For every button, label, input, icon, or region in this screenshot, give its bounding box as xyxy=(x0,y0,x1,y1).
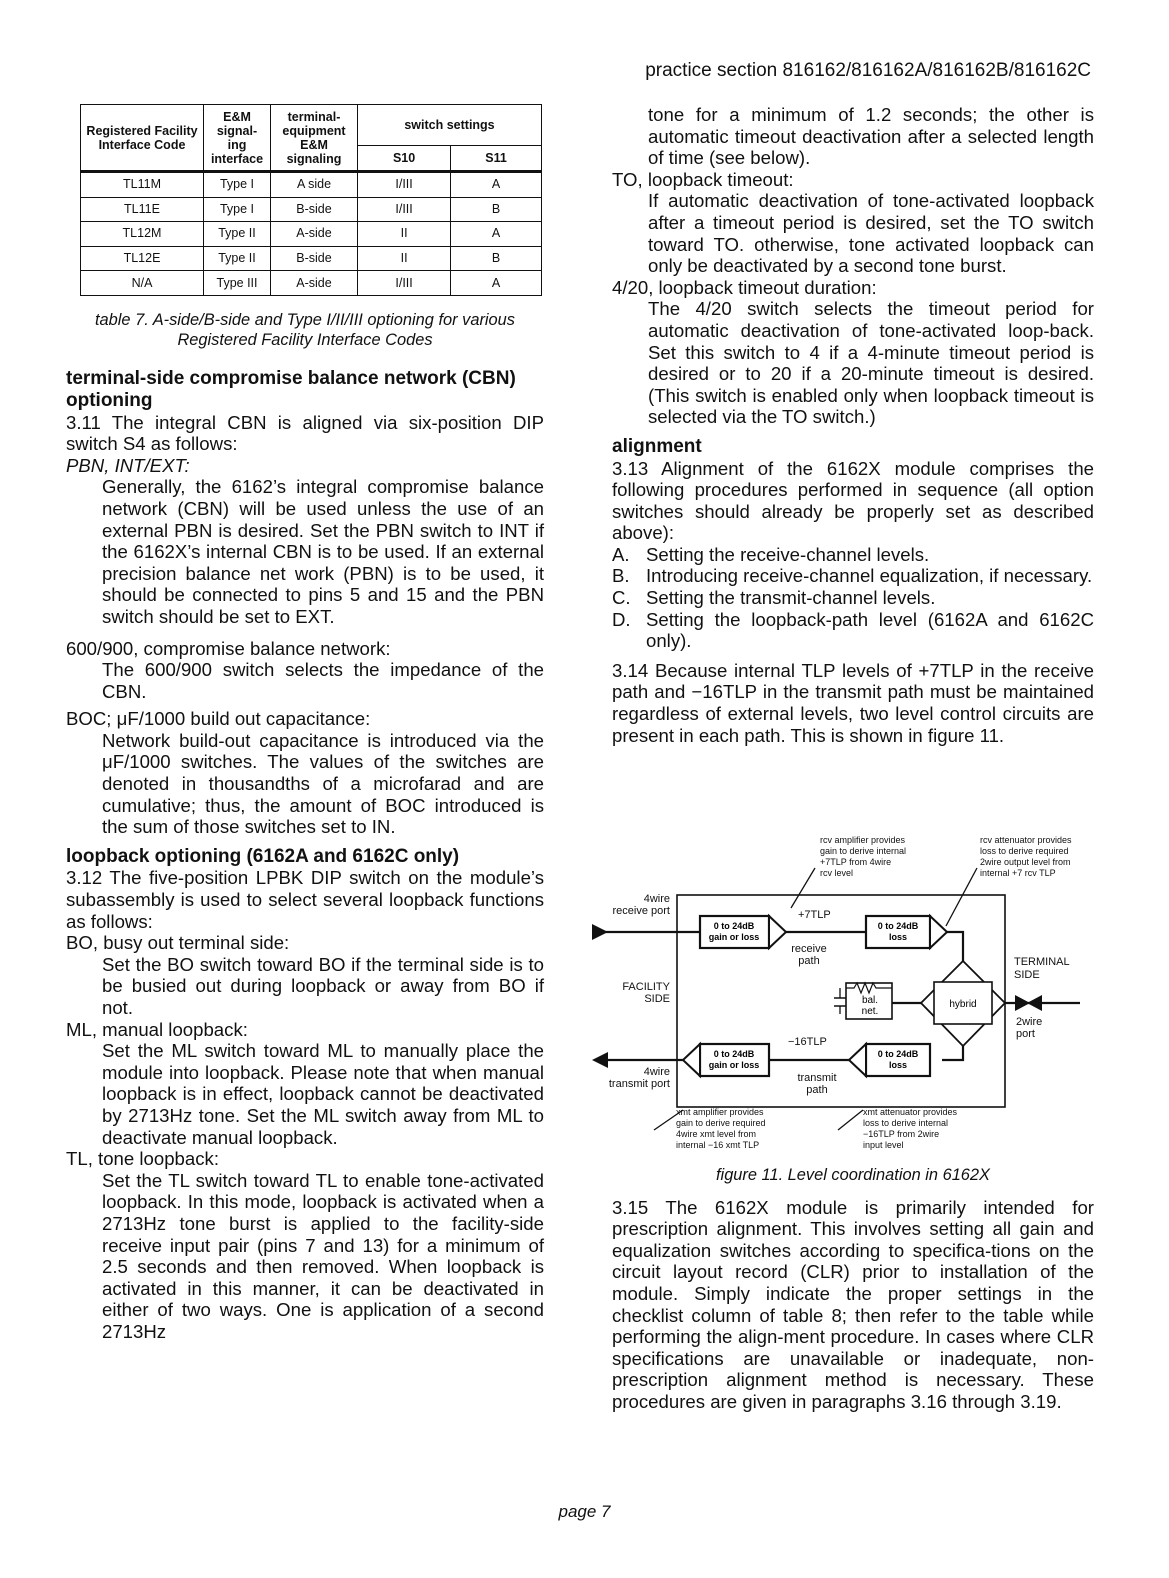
boc-term: BOC; μF/1000 build out capacitance: xyxy=(66,708,371,730)
rx-port-line1: 4wire xyxy=(643,893,670,905)
note-xmt-att-1: xmt attenuator provides xyxy=(863,1107,958,1117)
table-cell: TL11M xyxy=(81,172,204,198)
box-loss1-line2: loss xyxy=(888,932,908,942)
box-gain2-line1: 0 to 24dB xyxy=(713,1049,755,1059)
bo-term: BO, busy out terminal side: xyxy=(66,932,290,954)
t420-body: The 4/20 switch selects the timeout period for automatic deactivation of tone-activated loop-back. Set this switch to 4 if a 4-minute timeout period is desired or to 20 if a 20-minute timeout is desired. (This switch is enabled only when loopback timeout is selected via the TO switch.) xyxy=(648,298,1094,428)
th-em-interface: E&M signal- ing interface xyxy=(204,105,271,172)
bo-body: Set the BO switch toward BO if the terminal side is to be busied out during loopback or away from BO if not. xyxy=(102,953,544,1018)
list-item xyxy=(612,544,1094,566)
table-cell: Type I xyxy=(204,172,271,198)
table-row xyxy=(81,246,542,271)
list-letter: B. xyxy=(612,565,630,587)
note-rcv-amp-2: gain to derive internal xyxy=(820,846,907,856)
table-cell: A side xyxy=(271,172,358,198)
tl-term: TL, tone loopback: xyxy=(66,1148,219,1170)
table-cell: I/III xyxy=(358,197,451,222)
loopback-heading: loopback optioning (6162A and 6162C only) xyxy=(66,845,460,867)
bal-net-line1: bal. xyxy=(861,995,879,1006)
table-7 xyxy=(80,104,542,296)
table-7-caption: table 7. A-side/B-side and Type I/II/III optioning for various Registered Facility Interface Codes xyxy=(94,311,515,350)
practice-section-header: practice section 816162/816162A/816162B/816162C xyxy=(645,60,1091,81)
hybrid-label: hybrid xyxy=(949,999,977,1010)
table-cell: B-side xyxy=(271,197,358,222)
left-column xyxy=(66,104,544,1343)
alignment-heading: alignment xyxy=(612,435,702,457)
cbn-heading: terminal-side compromise balance network (CBN) optioning xyxy=(66,368,516,411)
boc-body: Network build-out capacitance is introduced via the μF/1000 switches. The values of the switches are denoted in thousandths of a microfarad and are cumulative; thus, the amount of BOC introduced is the sum of those switches set to IN. xyxy=(102,729,544,838)
table-cell: I/III xyxy=(358,172,451,198)
box-loss2-line2: loss xyxy=(888,1060,908,1070)
table-cell: TL12M xyxy=(81,222,204,247)
list-item xyxy=(612,609,1094,652)
box-loss1-line1: 0 to 24dB xyxy=(877,921,919,931)
list-item xyxy=(612,565,1094,587)
list-item xyxy=(612,587,1094,609)
table-cell: A xyxy=(451,172,542,198)
rx-port-line2: receive port xyxy=(612,905,670,917)
th-s10: S10 xyxy=(358,146,451,172)
table-cell: B xyxy=(451,197,542,222)
note-rcv-att-1: rcv attenuator provides xyxy=(980,835,1072,845)
note-xmt-amp-1: xmt amplifier provides xyxy=(676,1107,764,1117)
table-cell: B xyxy=(451,246,542,271)
pbn-term: PBN, INT/EXT: xyxy=(66,454,190,476)
receive-path-line2: path xyxy=(798,955,820,967)
right-column xyxy=(612,104,1094,746)
table-cell: Type II xyxy=(204,222,271,247)
tlp-rx: +7TLP xyxy=(798,909,831,921)
table-row xyxy=(81,172,542,198)
t420-term: 4/20, loopback timeout duration: xyxy=(612,276,877,298)
note-rcv-amp-3: +7TLP from 4wire xyxy=(820,857,892,867)
table-cell: N/A xyxy=(81,271,204,296)
transmit-path-line1: transmit xyxy=(797,1072,837,1084)
figure-11-block xyxy=(612,1165,1094,1413)
table-cell: II xyxy=(358,246,451,271)
to-body: If automatic deactivation of tone-activated loopback after a timeout period is desired, set the TO switch toward TO. otherwise, tone activated loopback can only be deactivated by a second tone burst. xyxy=(648,190,1094,277)
bal-net-line2: net. xyxy=(861,1006,879,1017)
note-xmt-att-2: loss to derive internal xyxy=(863,1118,949,1128)
note-xmt-amp-4: internal −16 xmt TLP xyxy=(676,1140,760,1150)
paragraph-3-13: 3.13 Alignment of the 6162X module comprises the following procedures performed in sequence (all option switches should already be properly set as described above): xyxy=(612,457,1094,544)
th-switch-settings: switch settings xyxy=(358,105,542,146)
list-text: Setting the loopback-path level (6162A and 6162C only). xyxy=(646,608,1094,652)
twowire-port-line2: port xyxy=(1016,1028,1035,1040)
figure-11-caption: figure 11. Level coordination in 6162X xyxy=(716,1166,990,1184)
tx-port-line2: transmit port xyxy=(608,1078,670,1090)
table-cell: Type III xyxy=(204,271,271,296)
note-rcv-amp-1: rcv amplifier provides xyxy=(820,835,906,845)
list-letter: D. xyxy=(612,608,631,630)
twowire-port-line1: 2wire xyxy=(1016,1016,1043,1028)
transmit-path-line2: path xyxy=(806,1084,828,1096)
list-text: Setting the transmit-channel levels. xyxy=(646,587,936,609)
tone-continuation: tone for a minimum of 1.2 seconds; the other is automatic timeout deactivation after a selected length of time (see below). xyxy=(648,104,1094,169)
table-cell: Type I xyxy=(204,197,271,222)
list-letter: C. xyxy=(612,587,631,609)
table-row xyxy=(81,197,542,222)
note-rcv-att-3: 2wire output level from xyxy=(980,857,1071,867)
table-cell: A xyxy=(451,271,542,296)
table-cell: I/III xyxy=(358,271,451,296)
table-cell: TL11E xyxy=(81,197,204,222)
paragraph-3-12: 3.12 The five-position LPBK DIP switch on the module’s subassembly is used to select several loopback functions as follows: xyxy=(66,867,544,932)
table-row xyxy=(81,271,542,296)
facility-side-line2: SIDE xyxy=(644,993,670,1005)
note-xmt-att-4: input level xyxy=(863,1140,904,1150)
table-cell: Type II xyxy=(204,246,271,271)
paragraph-3-11: 3.11 The integral CBN is aligned via six-position DIP switch S4 as follows: xyxy=(66,411,544,455)
to-term: TO, loopback timeout: xyxy=(612,168,794,190)
terminal-side-line2: SIDE xyxy=(1014,969,1040,981)
th-rfic: Registered Facility Interface Code xyxy=(81,105,204,172)
terminal-side-line1: TERMINAL xyxy=(1014,956,1070,968)
note-rcv-att-4: internal +7 rcv TLP xyxy=(980,868,1056,878)
list-text: Introducing receive-channel equalization, if necessary. xyxy=(646,565,1093,587)
table-cell: TL12E xyxy=(81,246,204,271)
box-gain2-line2: gain or loss xyxy=(708,1060,760,1070)
tx-port-line1: 4wire xyxy=(643,1066,670,1078)
th-s11: S11 xyxy=(451,146,542,172)
c600-term: 600/900, compromise balance network: xyxy=(66,637,391,659)
ml-term: ML, manual loopback: xyxy=(66,1018,248,1040)
list-text: Setting the receive-channel levels. xyxy=(646,543,930,565)
ml-body: Set the ML switch toward ML to manually place the module into loopback. Please note that when manual loopback is in effect, loopback cannot be deactivated by 2713Hz tone. Set the ML switch away from ML to deactivate manual loopback. xyxy=(102,1040,544,1148)
note-xmt-amp-2: gain to derive required xyxy=(676,1118,766,1128)
table-cell: A-side xyxy=(271,222,358,247)
c600-body: The 600/900 switch selects the impedance of the CBN. xyxy=(102,659,544,702)
pbn-body: Generally, the 6162’s integral compromise balance network (CBN) will be used unless the use of an external PBN is desired. Set the PBN switch to INT if the 6162X’s internal CBN is to be used. If an external precision balance net work (PBN) is to be used, it should be connected to pins 5 and 15 and the PBN switch should be set to EXT. xyxy=(102,476,544,627)
paragraph-3-14: 3.14 Because internal TLP levels of +7TLP in the receive path and −16TLP in the transmit path must be maintained regardless of external levels, two level control circuits are present in each path. This is shown in figure 11. xyxy=(612,659,1094,746)
table-cell: A xyxy=(451,222,542,247)
table-cell: B-side xyxy=(271,246,358,271)
receive-path-line1: receive xyxy=(791,943,827,955)
box-loss2-line1: 0 to 24dB xyxy=(877,1049,919,1059)
list-letter: A. xyxy=(612,543,630,565)
box-gain1-line1: 0 to 24dB xyxy=(713,921,755,931)
page-number: page 7 xyxy=(558,1502,611,1521)
paragraph-3-15: 3.15 The 6162X module is primarily intended for prescription alignment. This involves setting all gain and equalization switches according to specifica-tions on the circuit layout record (CLR) prior to installation of the module. Simply indicate the proper settings in the checklist column of table 8; then refer to the table while performing the align-ment procedure. In cases where CLR specifications are unavailable or inadequate, non-prescription alignment method is necessary. These procedures are given in paragraphs 3.16 through 3.19. xyxy=(612,1196,1094,1412)
table-cell: A-side xyxy=(271,271,358,296)
table-cell: II xyxy=(358,222,451,247)
tlp-tx: −16TLP xyxy=(788,1036,827,1048)
note-rcv-amp-4: rcv level xyxy=(820,868,854,878)
box-gain1-line2: gain or loss xyxy=(708,932,760,942)
note-rcv-att-2: loss to derive required xyxy=(980,846,1069,856)
note-xmt-att-3: −16TLP from 2wire xyxy=(863,1129,940,1139)
th-terminal-signaling: terminal- equipment E&M signaling xyxy=(271,105,358,172)
tl-body: Set the TL switch toward TL to enable tone-activated loopback. In this mode, loopback is activated when a 2713Hz tone burst is applied to the facility-side receive input pair (pins 7 and 13) for a minimum of 2.5 seconds and then removed. When loopback is activated in this manner, it can be deactivated in either of two ways. One is application of a second 2713Hz xyxy=(102,1169,544,1342)
table-row xyxy=(81,222,542,247)
note-xmt-amp-3: 4wire xmt level from xyxy=(676,1129,757,1139)
facility-side-line1: FACILITY xyxy=(622,981,670,993)
figure-11-diagram xyxy=(588,828,1098,1168)
